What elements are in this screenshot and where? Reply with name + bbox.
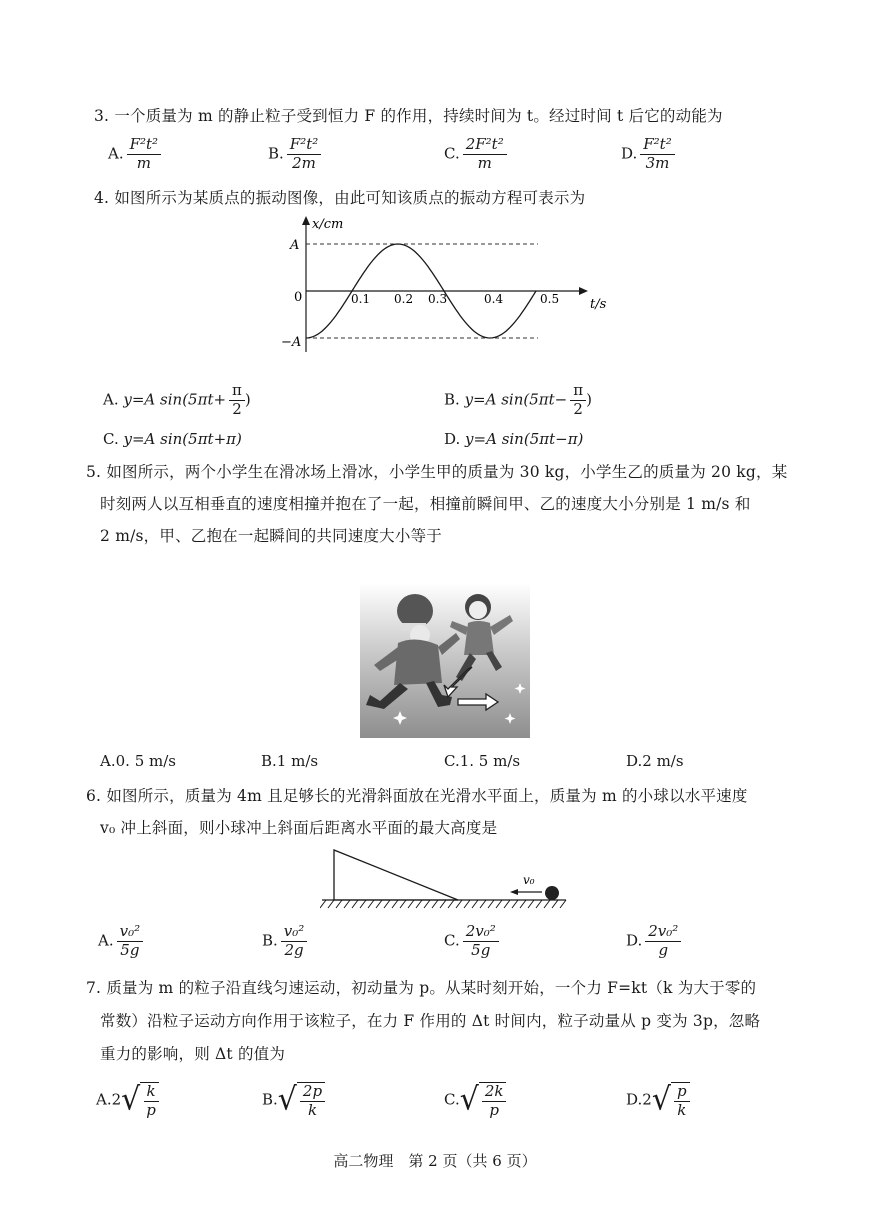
x-tick-0-2: 0.2 [394,292,414,306]
option-label: A. [103,390,119,409]
option-label: B. [261,752,277,770]
numerator: 2p [300,1084,325,1102]
fraction [674,1084,690,1119]
denominator: 2g [284,940,304,959]
equation: y=A sin(5πt−π) [465,430,584,448]
numerator: π [229,383,245,401]
q5-option-d[interactable] [626,752,684,770]
q7-option-b[interactable] [262,1082,325,1119]
q4-option-c[interactable] [103,430,242,448]
y-axis-label: x/cm [312,217,344,232]
vibration-graph [270,212,620,362]
numerator: 2v₀² [463,924,499,942]
q5-option-a[interactable] [100,752,176,770]
y-tick-zero: 0 [294,290,303,305]
equation-close: ) [244,390,251,409]
q7-option-c[interactable] [444,1082,506,1119]
q7-option-a[interactable] [96,1082,159,1119]
numerator: 2F²t² [463,137,507,155]
ground-hatching [320,900,566,908]
option-label: D. [444,430,461,448]
q6-line-2: v₀ 冲上斜面，则小球冲上斜面后距离水平面的最大高度是 [100,819,498,837]
y-tick-neg-a: −A [281,335,302,350]
option-value: 0. 5 m/s [115,752,176,770]
numerator: k [144,1084,159,1102]
denominator: 2 [573,399,583,418]
x-tick-0-4: 0.4 [484,292,504,306]
equation: y=A sin(5πt− [464,390,568,409]
option-value: 1 m/s [276,752,319,770]
q4-stem: 4. 如图所示为某质点的振动图像，由此可知该质点的振动方程可表示为 [94,189,586,207]
x-tick-0-1: 0.1 [351,292,371,306]
ball [545,886,559,900]
q5-option-c[interactable] [444,752,520,770]
fraction [143,1084,159,1119]
denominator: k [677,1100,687,1119]
option-label: A. [108,144,124,163]
fraction [229,383,245,418]
q7-line-1: 7. 质量为 m 的粒子沿直线匀速运动，初动量为 p。从某时刻开始，一个力 F=kt（k 为大于零的 [86,979,757,997]
fraction [463,137,507,172]
x-axis-label: t/s [590,297,607,312]
equation-close: ) [586,390,592,409]
equation: y=A sin(5πt+ [123,390,227,409]
fraction [287,137,321,172]
q7-option-d[interactable] [626,1082,690,1119]
q5-line-1: 5. 如图所示，两个小学生在滑冰场上滑冰，小学生甲的质量为 30 kg，小学生乙的质量为 20 kg，某 [86,463,788,481]
numerator: F²t² [640,137,674,155]
velocity-label: v₀ [523,873,535,887]
q3-option-a[interactable] [108,137,161,172]
x-axis-arrow [579,287,588,295]
fraction [645,924,681,959]
fraction [640,137,674,172]
q3-option-c[interactable] [444,137,507,172]
fraction [463,924,499,959]
denominator: 5g [471,940,491,959]
incline-diagram [320,846,570,914]
option-value: 1. 5 m/s [459,752,521,770]
fraction [127,137,161,172]
q3-stem: 3. 一个质量为 m 的静止粒子受到恒力 F 的作用，持续时间为 t。经过时间 t 后它的动能为 [94,107,723,125]
y-tick-a: A [290,238,300,253]
denominator: 5g [120,940,140,959]
velocity-arrow-head [510,889,518,895]
option-label: B. [262,1090,278,1109]
denominator: p [489,1100,499,1119]
denominator: m [477,153,492,172]
option-label: B. [268,144,284,163]
q4-option-a[interactable] [103,383,251,418]
skating-children-illustration [360,583,530,738]
option-label: A. [96,1090,112,1109]
q6-line-1: 6. 如图所示，质量为 4m 且足够长的光滑斜面放在光滑水平面上，质量为 m 的小球以水平速度 [86,787,748,805]
square-root: √ $\frac{2p}{k}$ [278,1082,325,1119]
square-root: √ $\frac{p}{k}$ [652,1082,690,1119]
denominator: 2m [292,153,316,172]
option-label: C. [444,1090,460,1109]
denominator: g [658,940,669,959]
denominator: 2 [232,399,242,418]
incline-block [334,850,458,900]
fraction [117,924,144,959]
coefficient: 2 [111,1090,122,1109]
option-label: D. [626,1090,643,1109]
coefficient: 2 [642,1090,652,1109]
q7-line-3: 重力的影响，则 Δt 的值为 [100,1045,286,1063]
square-root: √ $\frac{2k}{p}$ [460,1082,507,1119]
fraction [570,383,586,418]
q6-option-a[interactable] [98,924,143,959]
q5-line-2: 时刻两人以互相垂直的速度相撞并抱在了一起，相撞前瞬间甲、乙的速度大小分别是 1 m/s 和 [100,495,751,513]
option-label: B. [444,390,460,409]
numerator: F²t² [287,137,321,155]
x-tick-0-3: 0.3 [428,292,448,306]
square-root: √ $\frac{k}{p}$ [121,1082,159,1119]
option-label: C. [444,144,460,163]
option-label: D. [621,144,638,163]
fraction [300,1084,325,1119]
option-label: C. [444,931,460,950]
denominator: k [307,1100,318,1119]
y-axis-arrow [302,216,310,225]
numerator: F²t² [127,137,161,155]
page-footer: 高二物理 第 2 页（共 6 页） [333,1152,537,1170]
denominator: p [146,1100,156,1119]
q6-option-c[interactable] [444,924,499,959]
option-label: A. [98,931,114,950]
q4-option-b[interactable] [444,383,592,418]
numerator: 2v₀² [645,924,681,942]
option-label: A. [100,752,116,770]
q6-option-b[interactable] [262,924,307,959]
q5-line-3: 2 m/s，甲、乙抱在一起瞬间的共同速度大小等于 [100,527,442,545]
q4-option-d[interactable] [444,430,583,448]
numerator: π [570,383,586,401]
q5-option-b[interactable] [261,752,318,770]
q3-option-b[interactable] [268,137,321,172]
option-label: C. [444,752,460,770]
numerator: 2k [482,1084,507,1102]
q7-line-2: 常数）沿粒子运动方向作用于该粒子，在力 F 作用的 Δt 时间内，粒子动量从 p 变为 3p，忽略 [100,1012,761,1030]
q6-option-d[interactable] [626,924,681,959]
numerator: v₀² [281,924,308,942]
fraction [482,1084,507,1119]
option-label: D. [626,752,643,770]
denominator: m [136,153,151,172]
option-label: B. [262,931,278,950]
option-label: C. [103,430,119,448]
fraction [281,924,308,959]
numerator: v₀² [117,924,144,942]
option-label: D. [626,931,643,950]
numerator: p [674,1084,690,1102]
q3-option-d[interactable] [621,137,675,172]
x-tick-0-5: 0.5 [540,292,560,306]
option-value: 2 m/s [642,752,684,770]
equation: y=A sin(5πt+π) [123,430,242,448]
denominator: 3m [645,153,670,172]
